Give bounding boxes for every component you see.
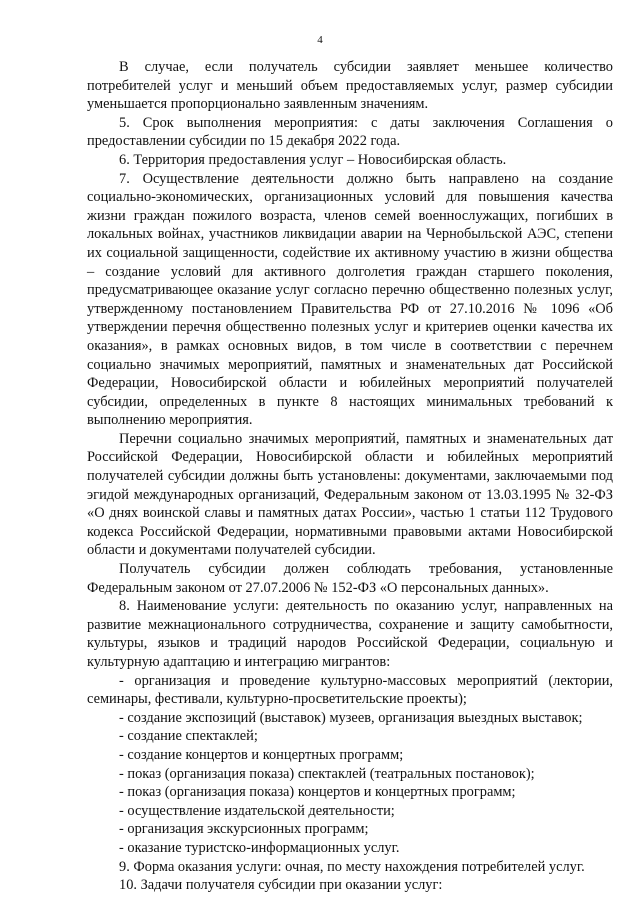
paragraph-item-10-tasks: 10. Задачи получателя субсидии при оказании услуг: [119, 877, 443, 894]
document-body [87, 58, 613, 895]
paragraph-personal-data: Получатель субсидии должен соблюдать требования, установленные Федеральным законом от 27.07.2006 № 152-ФЗ «О персональных данных». [87, 561, 613, 596]
paragraph-item-5-deadline: 5. Срок выполнения мероприятия: с даты заключения Соглашения о предоставлении субсидии по 15 декабря 2022 года. [87, 114, 613, 150]
list-item: - создание концертов и концертных программ; [119, 746, 404, 763]
list-item: - осуществление издательской деятельности; [119, 802, 395, 819]
list-item: - показ (организация показа) концертов и концертных программ; [119, 784, 516, 801]
paragraph-item-9-form: 9. Форма оказания услуги: очная, по месту нахождения потребителей услуг. [119, 858, 585, 875]
list-item: - создание экспозиций (выставок) музеев, организация выездных выставок; [119, 709, 583, 726]
list-item: - показ (организация показа) спектаклей (театральных постановок); [119, 765, 535, 782]
paragraph-subsidy-reduction: В случае, если получатель субсидии заявляет меньшее количество потребителей услуг и меньший объем предоставляемых услуг, размер субсидии уменьшается пропорционально заявленным значениям. [87, 59, 613, 113]
paragraph-item-8-service-name: 8. Наименование услуги: деятельность по оказанию услуг, направленных на развитие межнационального сотрудничества, сохранение и защиту самобытности, культуры, языков и традиций народов Российской Федерации, социальную и культурную адаптацию и интеграцию мигрантов: [87, 598, 613, 670]
paragraph-event-lists: Перечни социально значимых мероприятий, памятных и знаменательных дат Российской Федерации, Новосибирской области и юбилейных мероприятий получателей субсидии должны быть установлены: документами, заключаемыми под эгидой международных организаций, Федеральным законом от 13.03.1995 № 32-ФЗ «О днях воинской славы и памятных датах России», частью 1 статьи 112 Трудового кодекса Российской Федерации, нормативными правовыми актами Новосибирской области и документами получателей субсидии. [87, 430, 613, 559]
page-number: 4 [317, 34, 323, 46]
paragraph-item-6-territory: 6. Территория предоставления услуг – Новосибирская область. [119, 151, 507, 168]
list-item: - создание спектаклей; [119, 728, 258, 745]
list-item: - организация и проведение культурно-массовых мероприятий (лектории, семинары, фестивали, культурно-просветительские проекты); [87, 672, 613, 708]
paragraph-item-7-activity: 7. Осуществление деятельности должно быть направлено на создание социально-экономических, организационных условий для повышения качества жизни граждан пожилого возраста, членов семей военнослужащих, погибших в локальных войнах, участников ликвидации аварии на Чернобыльской АЭС, степени их социальной защищенности, содействие их активному участию в жизни общества – создание условий для активного долголетия граждан старшего поколения, предусматривающее оказание услуг согласно перечню общественно полезных услуг, утвержденному постановлением Правительства РФ от 27.10.2016 № 1096 «Об утверждении перечня общественно полезных услуг и критериев оценки качества их оказания», в рамках основных видов, в том числе в соответствии с перечнем социально значимых мероприятий, памятных и знаменательных дат Российской Федерации, Новосибирской области и юбилейных мероприятий получателей субсидии, определенных в пункте 8 настоящих минимальных требований к выполнению мероприятия. [87, 170, 613, 429]
list-item: - оказание туристско-информационных услуг. [119, 839, 400, 856]
list-item: - организация экскурсионных программ; [119, 821, 369, 838]
